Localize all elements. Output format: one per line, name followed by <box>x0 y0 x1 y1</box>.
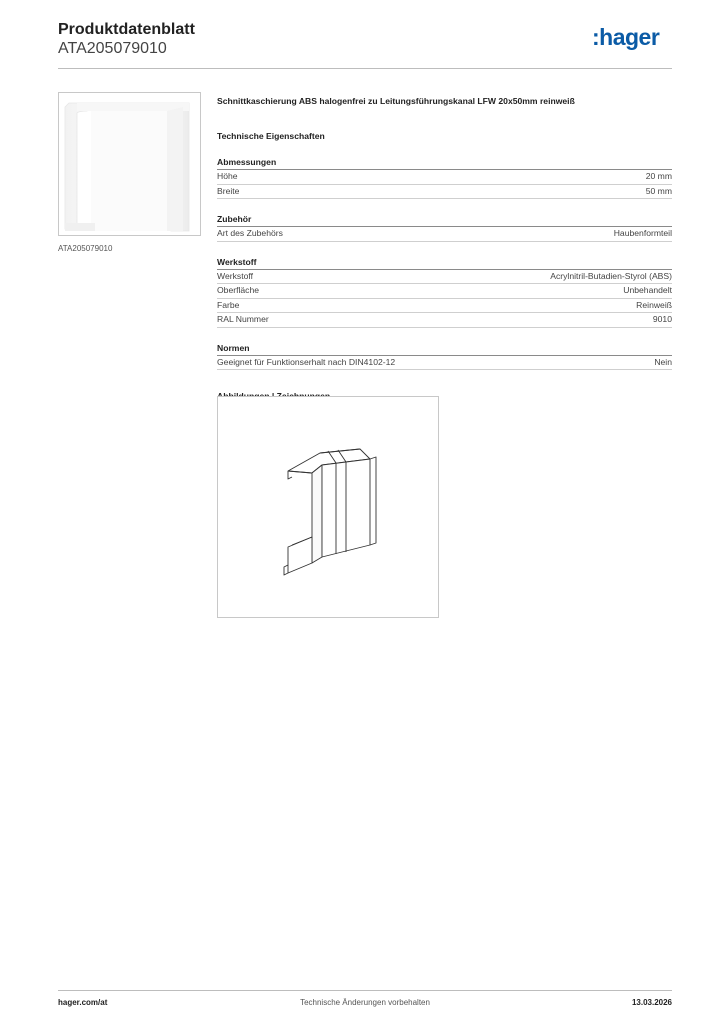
technical-drawing <box>217 396 439 618</box>
spec-value: 50 mm <box>645 185 672 196</box>
spec-value: Acrylnitril-Butadien-Styrol (ABS) <box>550 270 672 281</box>
spec-row <box>217 284 672 299</box>
footer-divider <box>58 990 672 991</box>
product-details <box>217 95 672 402</box>
spec-label: Oberfläche <box>217 285 260 295</box>
spec-group-title: Abmessungen <box>217 156 672 170</box>
spec-label: Breite <box>217 185 240 196</box>
spec-row <box>217 299 672 314</box>
spec-value: 9010 <box>652 314 672 324</box>
spec-row <box>217 170 672 185</box>
spec-row <box>217 227 672 242</box>
spec-label: Farbe <box>217 299 240 310</box>
spec-group-accessory <box>217 213 672 242</box>
spec-group-material <box>217 256 672 328</box>
spec-label: Art des Zubehörs <box>217 228 283 238</box>
spec-value: Reinweiß <box>636 299 672 310</box>
spec-group-title: Normen <box>217 342 672 356</box>
header-divider <box>58 68 672 69</box>
product-photo-caption: ATA205079010 <box>58 244 113 253</box>
spec-label: Höhe <box>217 171 238 181</box>
spec-label: Geeignet für Funktionserhalt nach DIN4102-12 <box>217 356 396 367</box>
product-description: Schnittkaschierung ABS halogenfrei zu Leitungsführungskanal LFW 20x50mm reinweiß <box>217 96 575 106</box>
spec-value: Unbehandelt <box>623 285 672 295</box>
footer-website-link[interactable]: hager.com/at <box>58 998 108 1007</box>
page-title: Produktdatenblatt <box>58 21 195 38</box>
logo-text: :hager <box>592 24 660 50</box>
footer-notice: Technische Änderungen vorbehalten <box>300 998 430 1007</box>
spec-value: Haubenformteil <box>613 228 672 238</box>
spec-group-title: Werkstoff <box>217 256 672 270</box>
spec-row <box>217 313 672 328</box>
spec-value: Nein <box>654 356 672 367</box>
spec-row <box>217 270 672 285</box>
page-header <box>58 20 672 70</box>
spec-group-standards <box>217 342 672 371</box>
page-footer <box>58 998 672 1012</box>
spec-row <box>217 356 672 371</box>
spec-label: RAL Nummer <box>217 314 269 324</box>
hager-logo <box>592 24 672 54</box>
technical-properties-title: Technische Eigenschaften <box>217 131 325 141</box>
spec-row <box>217 185 672 200</box>
product-photo <box>58 92 201 236</box>
spec-value: 20 mm <box>645 171 672 181</box>
spec-group-dimensions <box>217 156 672 199</box>
article-number: ATA205079010 <box>58 40 167 57</box>
spec-group-title: Zubehör <box>217 213 672 227</box>
spec-label: Werkstoff <box>217 270 253 281</box>
footer-date: 13.03.2026 <box>631 998 672 1007</box>
